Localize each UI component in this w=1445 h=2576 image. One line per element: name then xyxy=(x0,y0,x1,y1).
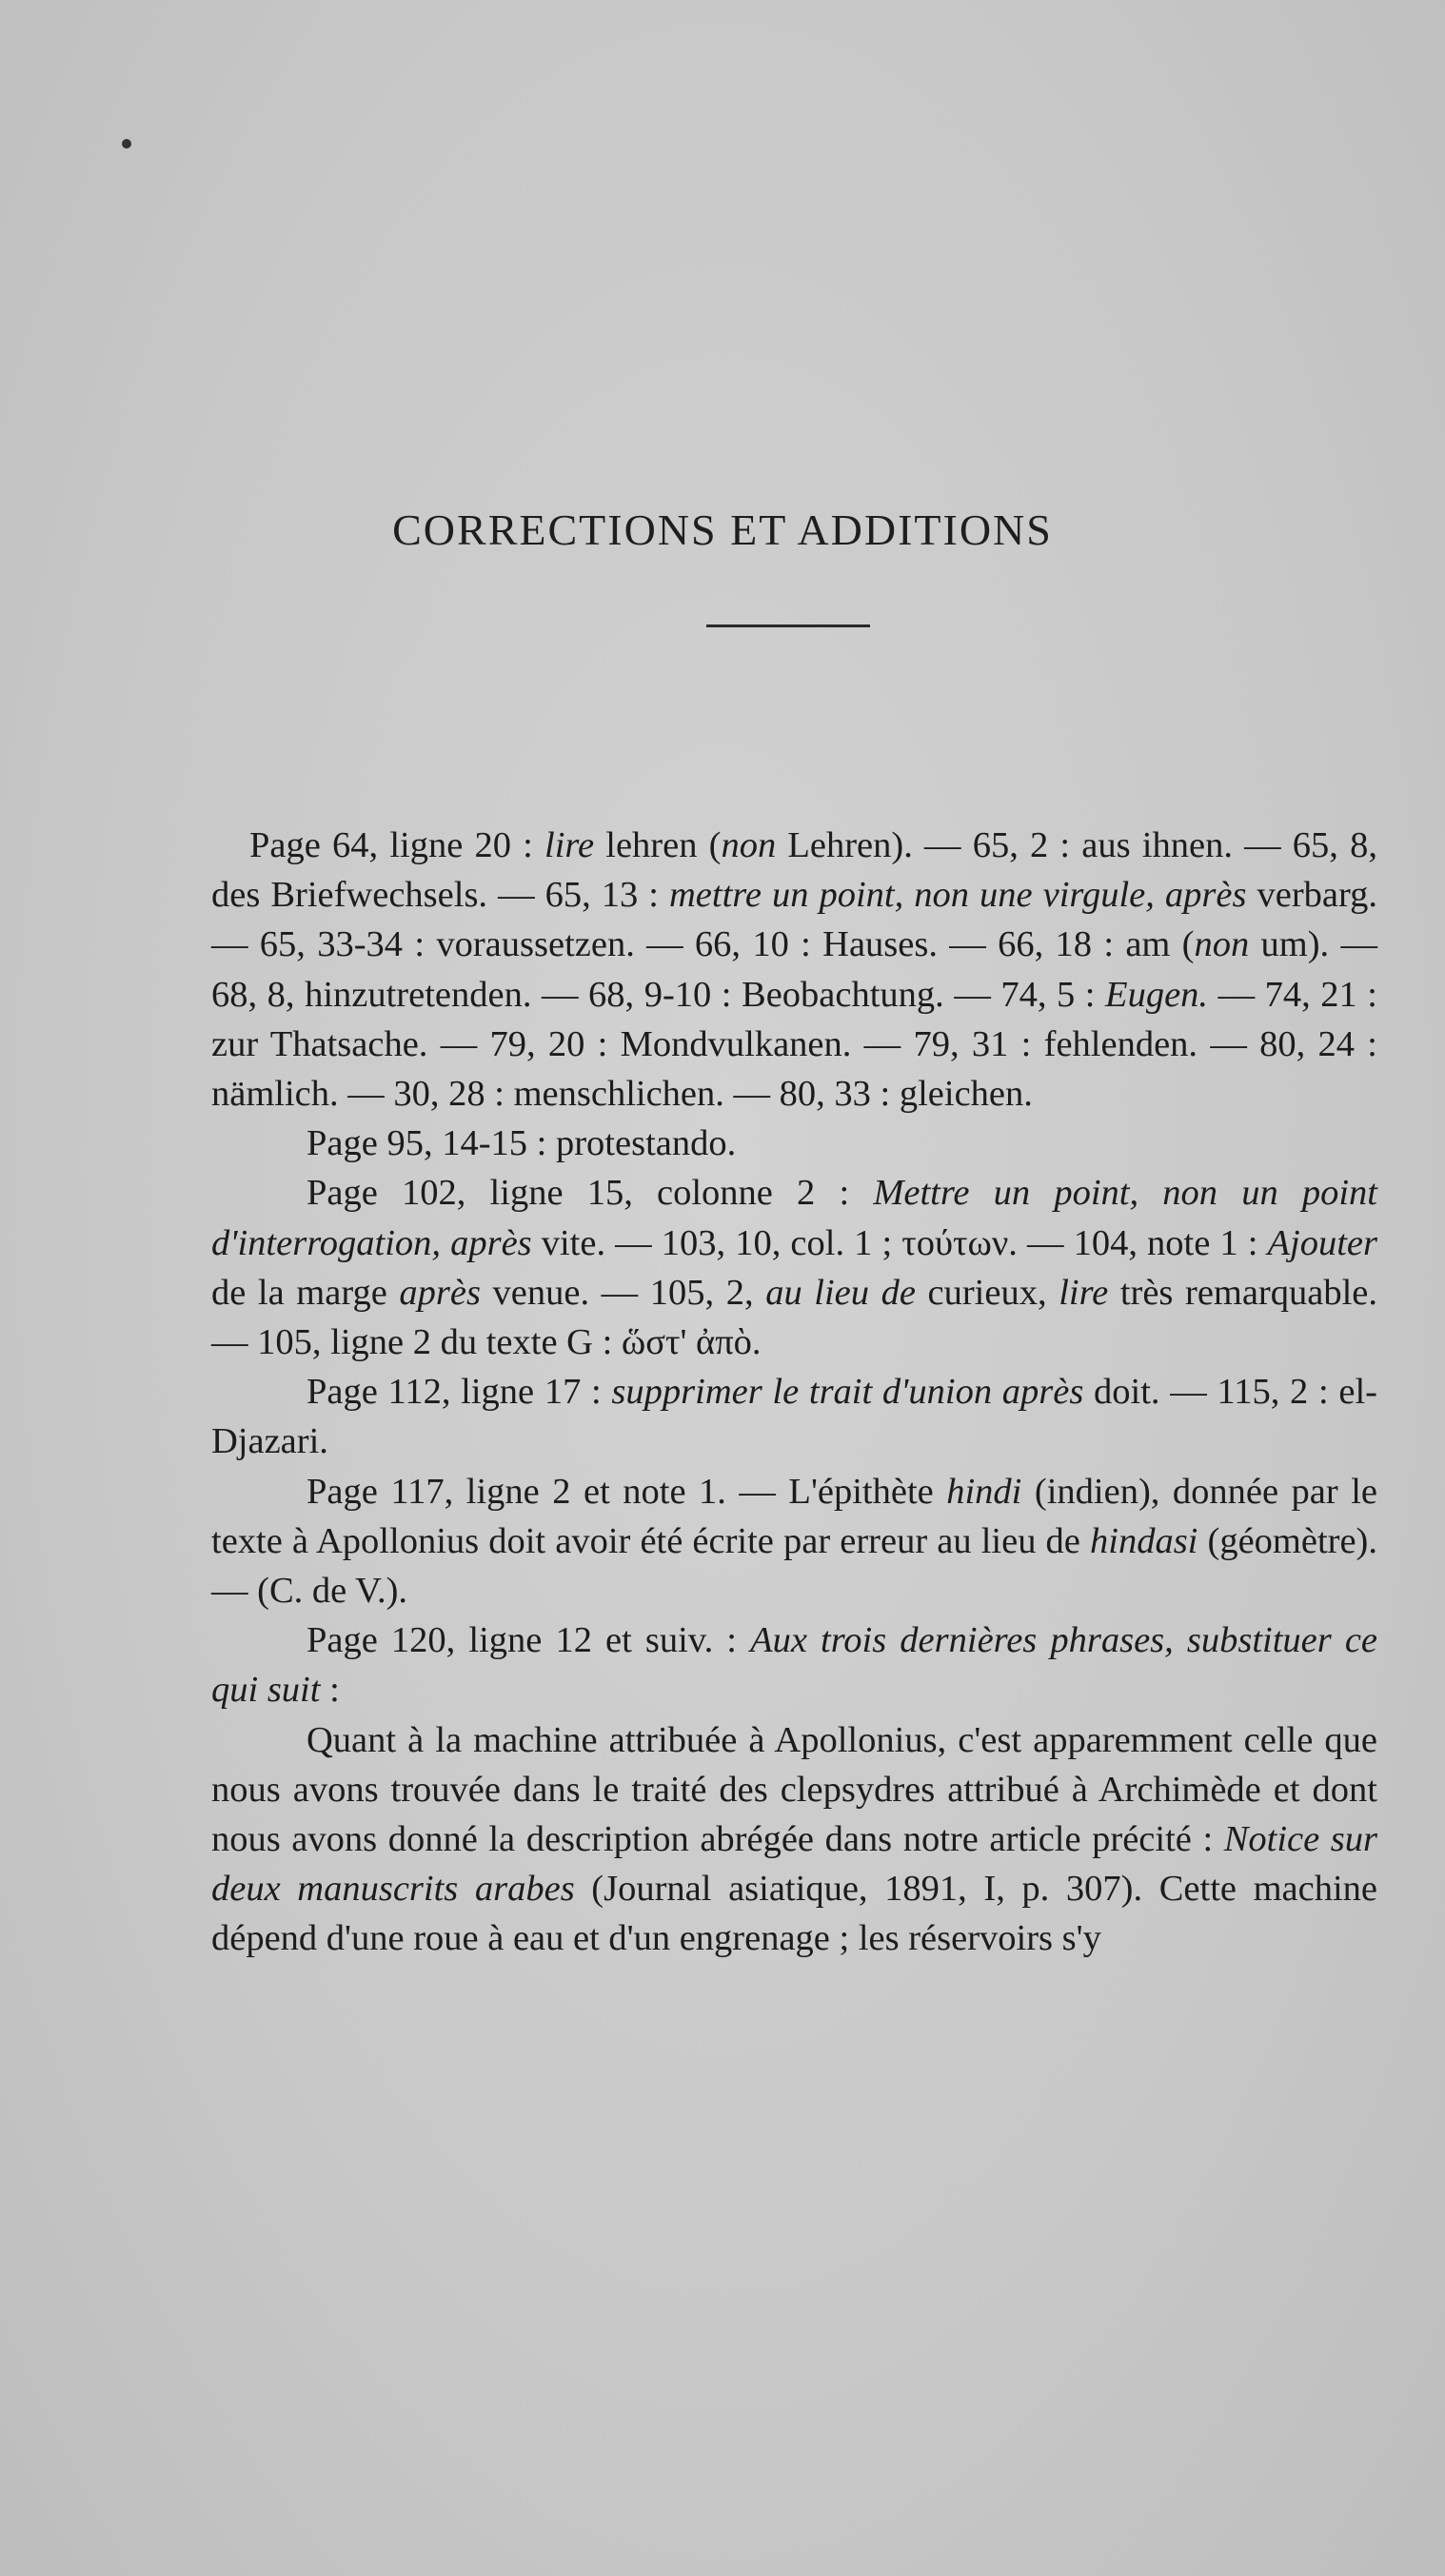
text-run: Lehren). — 65, 2 : aus ihnen. — 65, 8, des Briefwechsels. — 65, 13 : xyxy=(211,825,1377,916)
correction-paragraph xyxy=(211,1715,1377,1964)
corrections-body xyxy=(211,821,1377,1964)
text-run: (indien), donnée par le texte à Apollonius doit avoir été écrite par erreur au lieu de xyxy=(211,1471,1377,1561)
italic-text: mettre un point, non une virgule, après xyxy=(669,875,1247,916)
italic-text: Eugen. xyxy=(1105,974,1209,1015)
correction-paragraph xyxy=(211,1168,1377,1367)
correction-paragraph xyxy=(211,1467,1377,1616)
text-run: vite. — 103, 10, col. 1 ; τούτων. — 104, note 1 : xyxy=(531,1222,1268,1263)
text-run: Quant à la machine attribuée à Apollonius, c'est apparemment celle que nous avons trouvée dans le traité des clepsydres attribué à Archimède et dont nous avons donné la description abrégée dans notre article précité : xyxy=(211,1719,1377,1860)
title-rule xyxy=(706,624,870,627)
italic-text: Ajouter xyxy=(1267,1222,1377,1263)
correction-paragraph xyxy=(211,1367,1377,1466)
italic-text: lire xyxy=(1059,1272,1109,1313)
italic-text: non xyxy=(721,825,777,865)
text-run: (géomètre). — (C. de V.). xyxy=(211,1520,1377,1612)
text-run: curieux, xyxy=(915,1272,1059,1313)
text-run: Page 64, ligne 20 : xyxy=(249,825,545,865)
text-run: (Journal asiatique, 1891, I, p. 307). Cette machine dépend d'une roue à eau et d'un engrenage ; les réservoirs s'y xyxy=(211,1869,1377,1959)
italic-text: lire xyxy=(544,825,595,865)
italic-text: Notice sur deux manuscrits arabes xyxy=(211,1819,1378,1910)
text-run: Page 117, ligne 2 et note 1. — L'épithète xyxy=(307,1471,947,1512)
italic-text: supprimer le trait d'union après xyxy=(611,1372,1084,1413)
text-run: Page 120, ligne 12 et suiv. : xyxy=(307,1620,751,1661)
correction-paragraph xyxy=(211,1119,1377,1168)
correction-paragraph xyxy=(211,821,1377,1119)
italic-text: hindi xyxy=(946,1471,1022,1512)
italic-text: Aux trois dernières phrases, substituer ce qui suit xyxy=(211,1620,1378,1711)
text-run: Page 102, ligne 15, colonne 2 : xyxy=(307,1173,874,1214)
text-run: — 74, 21 : zur Thatsache. — 79, 20 : Mondvulkanen. — 79, 31 : fehlenden. — 80, 24 : nämlich. — 30, 28 : menschlichen. — 80, 33 : gleichen. xyxy=(211,974,1377,1115)
text-run: um). — 68, 8, hinzutretenden. — 68, 9-10 : Beobachtung. — 74, 5 : xyxy=(211,924,1377,1015)
text-run: très remarquable. — 105, ligne 2 du texte G : ὥστ' ἀπὸ. xyxy=(211,1272,1378,1363)
text-run: verbarg. — 65, 33-34 : voraussetzen. — 66, 10 : Hauses. — 66, 18 : am ( xyxy=(211,875,1378,965)
text-run: Page 95, 14-15 : protestando. xyxy=(307,1123,737,1164)
page-title: CORRECTIONS ET ADDITIONS xyxy=(392,505,1053,554)
italic-text: non xyxy=(1194,924,1250,965)
italic-text: hindasi xyxy=(1090,1520,1198,1561)
text-run: doit. — 115, 2 : el-Djazari. xyxy=(211,1372,1377,1462)
ink-dot xyxy=(122,139,131,149)
italic-text: après xyxy=(399,1272,481,1313)
text-run: : xyxy=(320,1670,340,1711)
italic-text: Mettre un point, non un point d'interrogation, après xyxy=(211,1173,1378,1263)
italic-text: au lieu de xyxy=(765,1272,916,1313)
text-run: venue. — 105, 2, xyxy=(480,1272,766,1313)
text-run: de la marge xyxy=(211,1272,400,1313)
correction-paragraph xyxy=(211,1615,1377,1714)
text-run: lehren ( xyxy=(594,825,722,865)
text-run: Page 112, ligne 17 : xyxy=(307,1372,612,1413)
